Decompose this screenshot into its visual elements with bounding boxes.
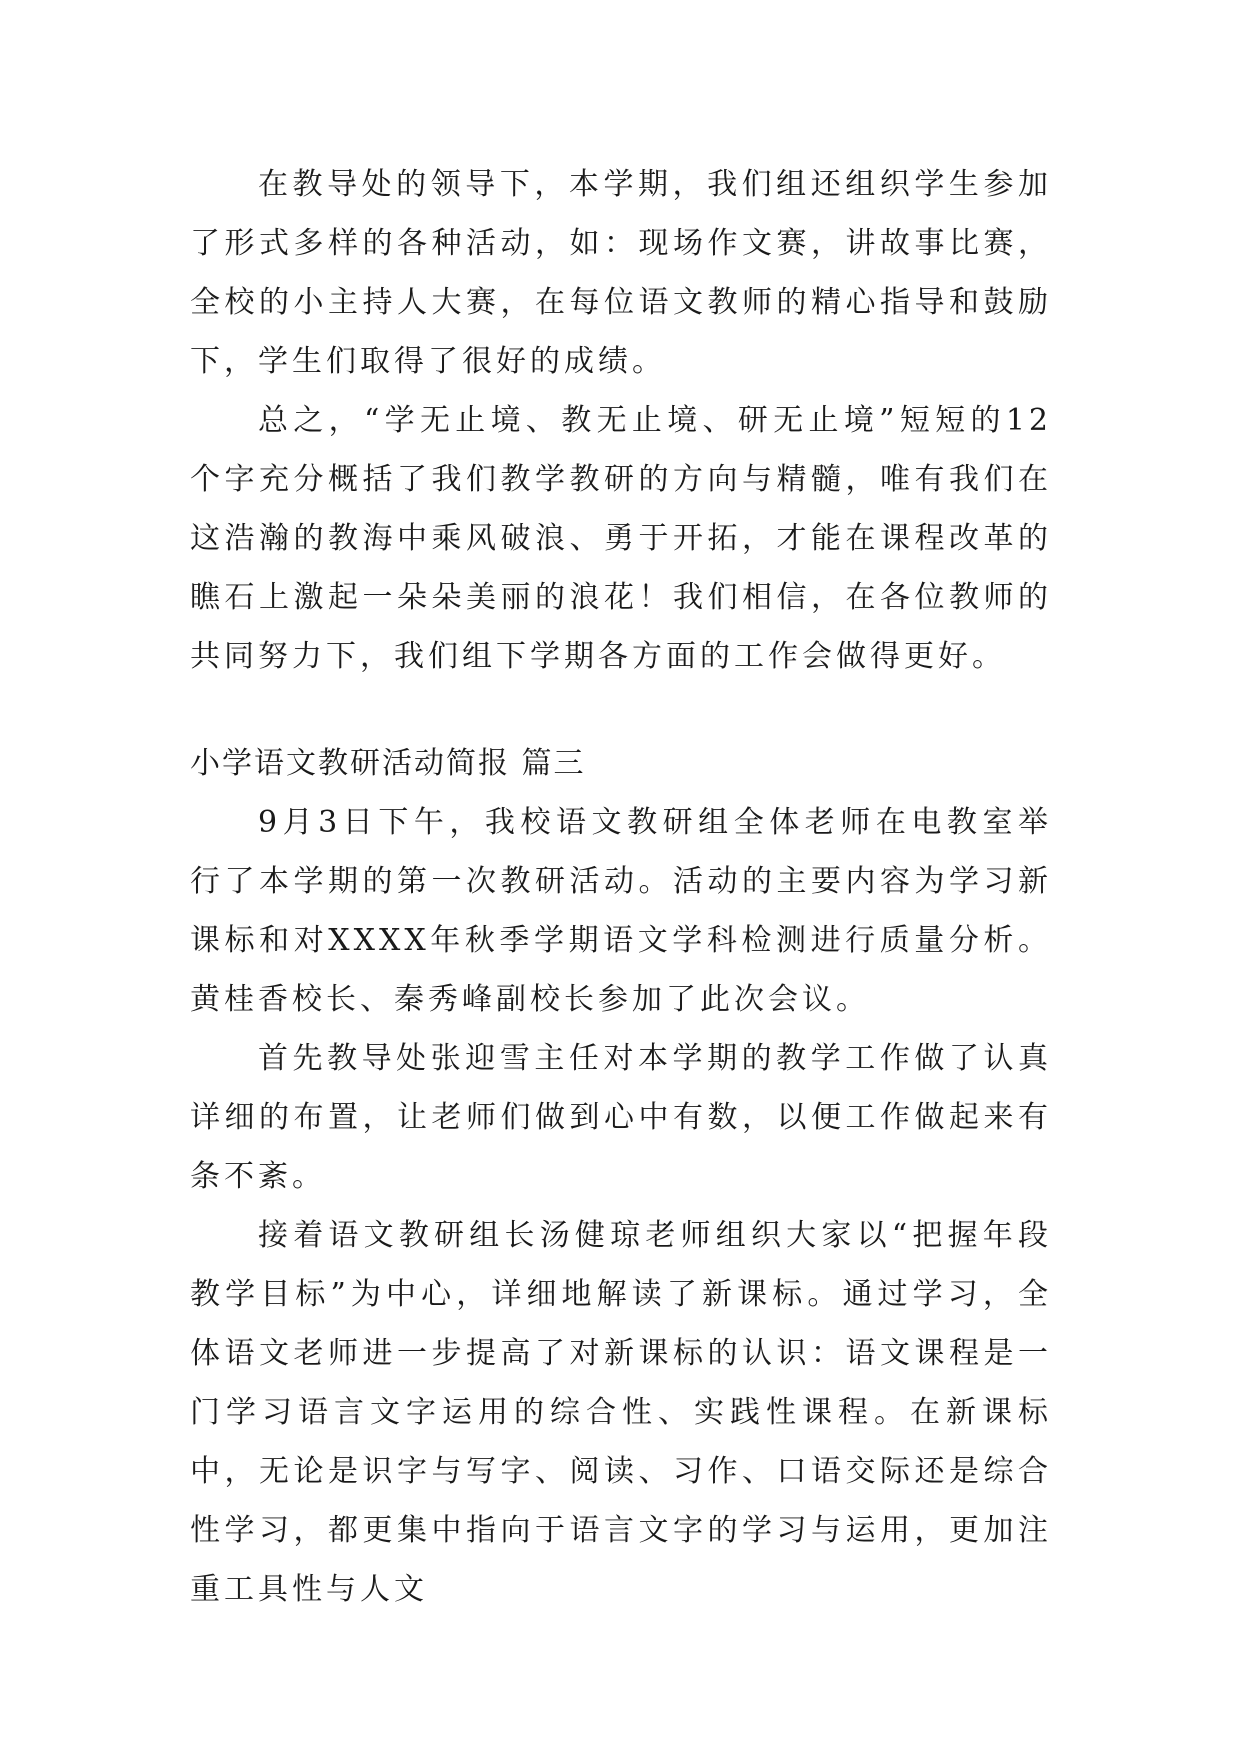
paragraph-curriculum: 接着语文教研组长汤健琼老师组织大家以“把握年段教学目标”为中心，详细地解读了新课标。通过学习，全体语文老师进一步提高了对新课标的认识：语文课程是一门学习语言文字运用的综合性、实践性课程。在新课标中，无论是识字与写字、阅读、习作、口语交际还是综合性学习，都更集中指向于语言文字的学习与运用，更加注重工具性与人文 bbox=[190, 1218, 1052, 1607]
paragraph-activities: 在教导处的领导下，本学期，我们组还组织学生参加了形式多样的各种活动，如：现场作文赛，讲故事比赛，全校的小主持人大赛，在每位语文教师的精心指导和鼓励下，学生们取得了很好的成绩。 bbox=[190, 167, 1052, 379]
paragraph-arrangement: 首先教导处张迎雪主任对本学期的教学工作做了认真详细的布置，让老师们做到心中有数，以便工作做起来有条不紊。 bbox=[190, 1041, 1052, 1194]
document-body bbox=[190, 155, 1052, 1619]
paragraph-meeting-intro: 9月3日下午，我校语文教研组全体老师在电教室举行了本学期的第一次教研活动。活动的主要内容为学习新课标和对XXXX年秋季学期语文学科检测进行质量分析。黄桂香校长、秦秀峰副校长参加了此次会议。 bbox=[190, 805, 1052, 1017]
section-heading: 小学语文教研活动简报 篇三 bbox=[190, 746, 586, 781]
paragraph-summary: 总之，“学无止境、教无止境、研无止境”短短的12个字充分概括了我们教学教研的方向与精髓，唯有我们在这浩瀚的教海中乘风破浪、勇于开拓，才能在课程改革的瞧石上激起一朵朵美丽的浪花！我们相信，在各位教师的共同努力下，我们组下学期各方面的工作会做得更好。 bbox=[190, 403, 1052, 674]
